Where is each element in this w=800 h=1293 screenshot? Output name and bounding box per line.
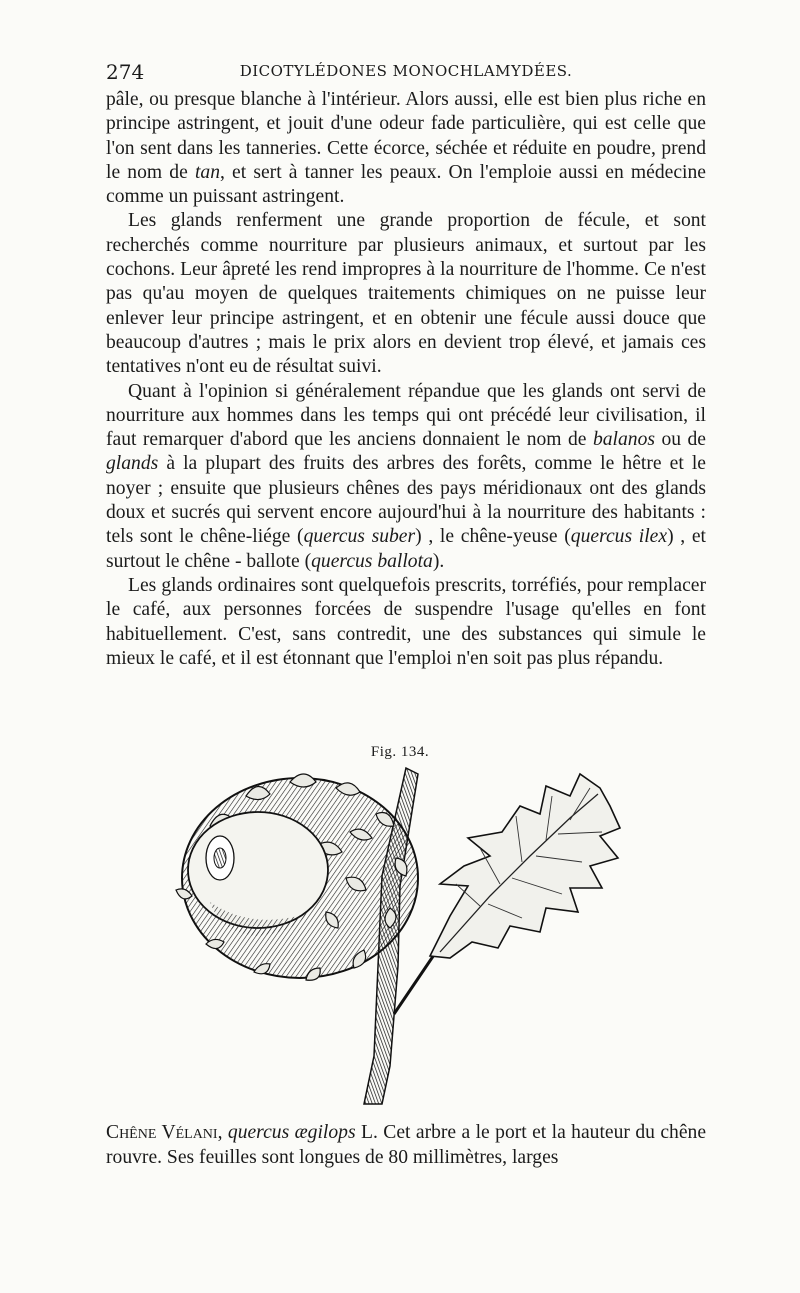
species-ballota: quercus ballota: [311, 550, 433, 572]
species-latin-name: quercus ægilops: [227, 1122, 356, 1143]
term-tan: tan: [194, 161, 220, 183]
text-run: Quant à l'opinion si généralement répandue que les glands ont servi de nourriture aux hommes dans les temps qui ont précédé leur civilisation, il faut remarquer d'abord que les anciens donnaient le nom de: [106, 380, 706, 451]
species-ilex: quercus ilex: [570, 526, 668, 548]
nut-scar-center: [214, 848, 226, 868]
term-balanos: balanos: [592, 429, 655, 451]
text-run: ).: [432, 550, 445, 572]
paragraph-3: [106, 380, 706, 574]
body-text: [106, 88, 706, 671]
species-common-name: Chêne Vélani: [106, 1122, 218, 1143]
page-number: 274: [106, 60, 145, 84]
paragraph-2: Les glands renferment une grande proportion de fécule, et sont recherchés comme nourriture par plusieurs animaux, et surtout par les cochons. Leur âpreté les rend impropres à la nourriture de l'homme. Ce n'est pas qu'au moyen de quelques traitements chimiques on ne puisse leur enlever leur principe astringent, et en obtenir une fécule aussi douce que beaucoup d'autres ; mais le prix alors en devient trop élevé, et jamais ces tentatives n'ont eu de résultat suivi.: [106, 210, 706, 378]
paragraph-1: [106, 88, 706, 209]
acorn-branch-illustration: [150, 766, 670, 1106]
caption-text: Cet arbre a le port et la hauteur du chêne rouvre. Ses feuilles sont longues de 80 millimètres, larges: [106, 1122, 707, 1168]
species-suber: quercus suber: [303, 526, 416, 548]
figure-label: Fig. 134.: [370, 744, 430, 760]
text-run: , et sert à tanner les peaux. On l'emploie aussi en médecine comme un puissant astringent.: [106, 161, 706, 208]
paragraph-4: Les glands ordinaires sont quelquefois prescrits, torréfiés, pour remplacer le café, aux personnes forcées de suspendre l'usage qu'elles en font habituellement. C'est, sans contredit, une des substances qui simule le mieux le café, et il est étonnant que l'emploi n'en soit pas plus répandu.: [106, 574, 706, 669]
text-run: pâle, ou presque blanche à l'intérieur. Alors aussi, elle est bien plus riche en principe astringent, et jouit d'une odeur fade particulière, qui est celle que l'on sent dans les tanneries. Cette écorce, séchée et réduite en poudre, prend le nom de: [106, 89, 706, 183]
term-glands: glands: [106, 453, 159, 475]
species-author: L.: [355, 1122, 378, 1143]
text-run: ou de: [655, 429, 706, 451]
figure-caption: [106, 1120, 706, 1170]
text-run: à la plupart des fruits des arbres des forêts, comme le hêtre et le noyer ; ensuite que plusieurs chênes des pays méridionaux ont des glands doux et sucrés qui servent encore aujourd'hui à la nourriture des habitants : tels sont le chêne-liége (: [106, 453, 706, 548]
text-run: ) , le chêne-yeuse (: [415, 526, 571, 548]
text-run: ) , et surtout le chêne - ballote (: [106, 526, 706, 572]
page-header: [106, 60, 706, 84]
running-head: DICOTYLÉDONES MONOCHLAMYDÉES.: [239, 62, 573, 80]
text-run: ,: [217, 1122, 228, 1143]
